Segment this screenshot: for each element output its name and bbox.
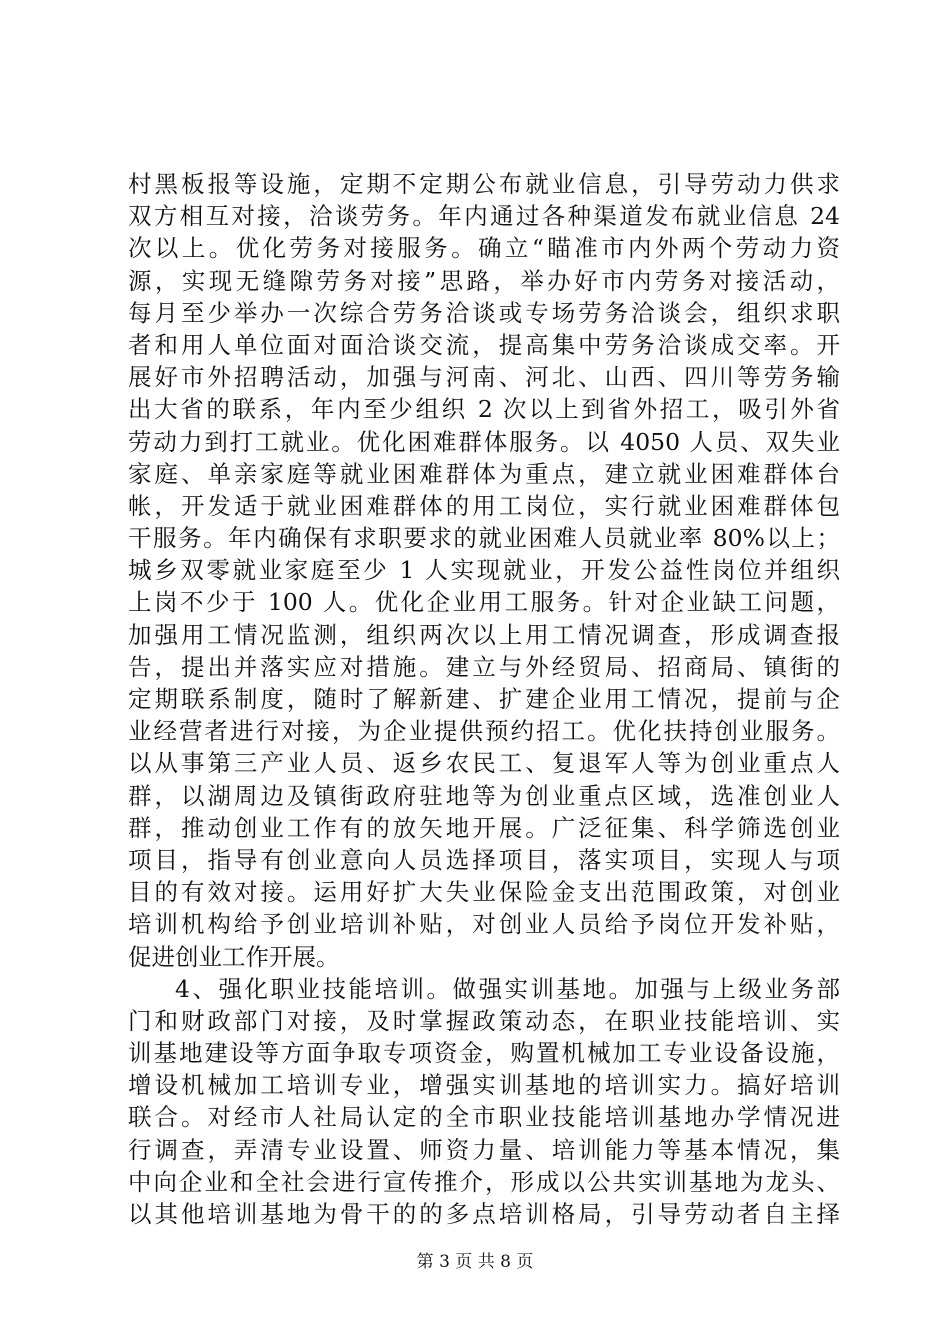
- text-line: 联合。对经市人社局认定的全市职业技能培训基地办学情况进: [128, 1103, 840, 1132]
- text-line: 家庭、单亲家庭等就业困难群体为重点，建立就业困难群体台: [128, 459, 840, 488]
- text-line: 训基地建设等方面争取专项资金，购置机械加工专业设备设施，: [128, 1039, 840, 1068]
- text-line: 告，提出并落实应对措施。建立与外经贸局、招商局、镇街的: [128, 652, 840, 681]
- text-line: 劳动力到打工就业。优化困难群体服务。以 4050 人员、双失业: [128, 427, 840, 456]
- body-text: [128, 168, 840, 1230]
- text-line: 帐，开发适于就业困难群体的用工岗位，实行就业困难群体包: [128, 491, 840, 520]
- text-line: 以其他培训基地为骨干的的多点培训格局，引导劳动者自主择: [128, 1200, 840, 1228]
- text-line: 业经营者进行对接，为企业提供预约招工。优化扶持创业服务。: [128, 717, 840, 746]
- text-line: 加强用工情况监测，组织两次以上用工情况调查，形成调查报: [128, 620, 840, 649]
- text-line: 干服务。年内确保有求职要求的就业困难人员就业率 80%以上；: [128, 524, 840, 553]
- text-line: 增设机械加工培训专业，增强实训基地的培训实力。搞好培训: [128, 1071, 840, 1100]
- page-footer: 第 3 页 共 8 页: [416, 1252, 534, 1272]
- text-line: 门和财政部门对接，及时掌握政策动态，在职业技能培训、实: [128, 1006, 840, 1035]
- text-line: 4、强化职业技能培训。做强实训基地。加强与上级业务部: [175, 974, 840, 1003]
- text-line: 培训机构给予创业培训补贴，对创业人员给予岗位开发补贴，: [128, 910, 840, 939]
- text-line: 次以上。优化劳务对接服务。确立“瞄准市内外两个劳动力资: [128, 234, 840, 263]
- text-line: 城乡双零就业家庭至少 1 人实现就业，开发公益性岗位并组织: [128, 556, 840, 585]
- text-line: 行调查，弄清专业设置、师资力量、培训能力等基本情况，集: [128, 1135, 840, 1164]
- text-line: 群，以湖周边及镇街政府驻地等为创业重点区域，选准创业人: [128, 781, 840, 810]
- text-line: 群，推动创业工作有的放矢地开展。广泛征集、科学筛选创业: [128, 813, 840, 842]
- text-line: 以从事第三产业人员、返乡农民工、复退军人等为创业重点人: [128, 749, 840, 778]
- text-line: 双方相互对接，洽谈劳务。年内通过各种渠道发布就业信息 24: [128, 202, 840, 231]
- text-line: 目的有效对接。运用好扩大失业保险金支出范围政策，对创业: [128, 878, 840, 907]
- text-line: 项目，指导有创业意向人员选择项目，落实项目，实现人与项: [128, 845, 840, 874]
- text-line: 每月至少举办一次综合劳务洽谈或专场劳务洽谈会，组织求职: [128, 298, 840, 327]
- text-line: 者和用人单位面对面洽谈交流，提高集中劳务洽谈成交率。开: [128, 330, 840, 359]
- text-line: 中向企业和全社会进行宣传推介，形成以公共实训基地为龙头、: [128, 1167, 840, 1196]
- text-line: 定期联系制度，随时了解新建、扩建企业用工情况，提前与企: [128, 685, 840, 713]
- text-line: 上岗不少于 100 人。优化企业用工服务。针对企业缺工问题，: [128, 588, 840, 617]
- text-line: 展好市外招聘活动，加强与河南、河北、山西、四川等劳务输: [128, 363, 840, 392]
- text-line: 源，实现无缝隙劳务对接”思路，举办好市内劳务对接活动，: [128, 266, 840, 295]
- text-line: 村黑板报等设施，定期不定期公布就业信息，引导劳动力供求: [128, 170, 840, 198]
- text-line: 出大省的联系，年内至少组织 2 次以上到省外招工，吸引外省: [128, 395, 840, 424]
- text-line: 促进创业工作开展。: [128, 942, 340, 971]
